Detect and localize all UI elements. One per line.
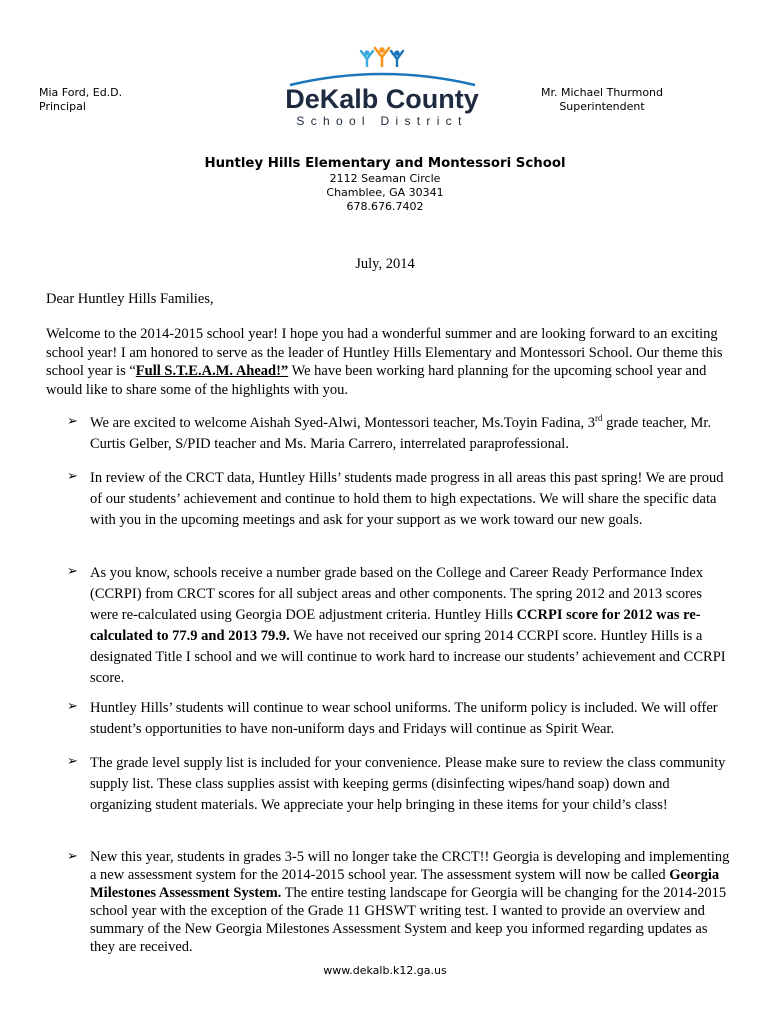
superintendent-block — [520, 86, 684, 114]
intro-text: Welcome to the 2014-2015 school year! I hope you had a wonderful summer and are looking forward to an exciting school year! I am honored to serve as the leader of Huntley Hills Elementary and Montessori School. Our theme this school year is “ — [46, 326, 723, 380]
school-address-block — [0, 155, 770, 214]
superintendent-name: Mr. Michael Thurmond — [540, 86, 663, 99]
arrow-bullet-icon: ➢ — [67, 848, 78, 863]
letter-greeting: Dear Huntley Hills Families, — [46, 291, 214, 307]
people-figures-icon — [361, 47, 403, 67]
bullet-text: In review of the CRCT data, Huntley Hills’ students made progress in all areas this past spring! We are proud of our students’ achievement and continue to hold them to high expectations. We will share the specific data with you in the upcoming meetings and ask for your support as we work toward our new goals. — [90, 470, 724, 528]
ccrpi-score-text: CCRPI score for 2012 was re-calculated to 77.9 and 2013 79.9. — [90, 607, 701, 644]
bullet-text: Huntley Hills’ students will continue to wear school uniforms. The uniform policy is included. We will offer student’s opportunities to have non-uniform days and Fridays will continue as Spirit Wear. — [90, 700, 718, 737]
school-name: Huntley Hills Elementary and Montessori School — [204, 156, 566, 171]
arrow-bullet-icon: ➢ — [67, 698, 78, 713]
arrow-bullet-icon: ➢ — [67, 563, 78, 578]
milestones-text: Georgia Milestones Assessment System. — [90, 867, 720, 901]
principal-name: Mia Ford, Ed.D. — [39, 86, 123, 99]
letter-date: July, 2014 — [355, 256, 415, 272]
school-city: Chamblee, GA 30341 — [326, 186, 444, 199]
dekalb-county-logo — [285, 45, 480, 130]
superintendent-title: Superintendent — [559, 100, 645, 113]
bullet-text: The grade level supply list is included for your convenience. Please make sure to review the class community supply list. These class supplies assist with keeping germs (disinfecting wipes/hand soap) down and organizing student materials. We appreciate your help bringing in these items for your child’s class! — [90, 755, 726, 813]
intro-text-end: We have been working hard planning for the upcoming school year and would like to share some of the highlights with you. — [46, 363, 707, 399]
bullet-text: We are excited to welcome Aishah Syed-Alwi, Montessori teacher, Ms.Toyin Fadina, 3rd grade teacher, Mr. Curtis Gelber, S/PID teacher and Ms. Maria Carrero, interrelated paraprofessional. — [90, 413, 712, 452]
arrow-bullet-icon: ➢ — [67, 753, 78, 768]
school-phone: 678.676.7402 — [346, 200, 424, 213]
bullet-text: New this year, students in grades 3-5 will no longer take the CRCT!! Georgia is developing and implementing a new assessment system for the 2014-2015 school year. The assessment system will now be called Georgia Milestones Assessment System. The entire testing landscape for Georgia will be changing for the 2014-2015 school year with the exception of the Grade 11 GHSWT writing test. I wanted to provide an overview and summary of the New Georgia Milestones Assessment System and keep you informed regarding updates as they are received. — [90, 849, 730, 955]
bullet-text: As you know, schools receive a number grade based on the College and Career Ready Performance Index (CCRPI) from CRCT scores for all subject areas and other components. The spring 2012 and 2013 scores were re-calculated using Georgia DOE adjustment criteria. Huntley Hills CCRPI score for 2012 was re-calculated to 77.9 and 2013 79.9. We have not received our spring 2014 CCRPI score. Huntley Hills is a designated Title I school and we will continue to work hard to increase our students’ achievement and CCRPI score. — [90, 565, 726, 686]
footer-url: www.dekalb.k12.ga.us — [323, 964, 447, 977]
logo-subtitle: School District — [296, 114, 468, 128]
principal-block — [39, 86, 122, 114]
arrow-bullet-icon: ➢ — [67, 468, 78, 483]
theme-text: Full S.T.E.A.M. Ahead!” — [135, 363, 289, 380]
arrow-bullet-icon: ➢ — [67, 413, 78, 428]
intro-paragraph — [46, 325, 746, 400]
principal-title: Principal — [39, 100, 86, 113]
school-street: 2112 Seaman Circle — [329, 172, 441, 185]
logo-title: DeKalb County — [285, 84, 479, 114]
